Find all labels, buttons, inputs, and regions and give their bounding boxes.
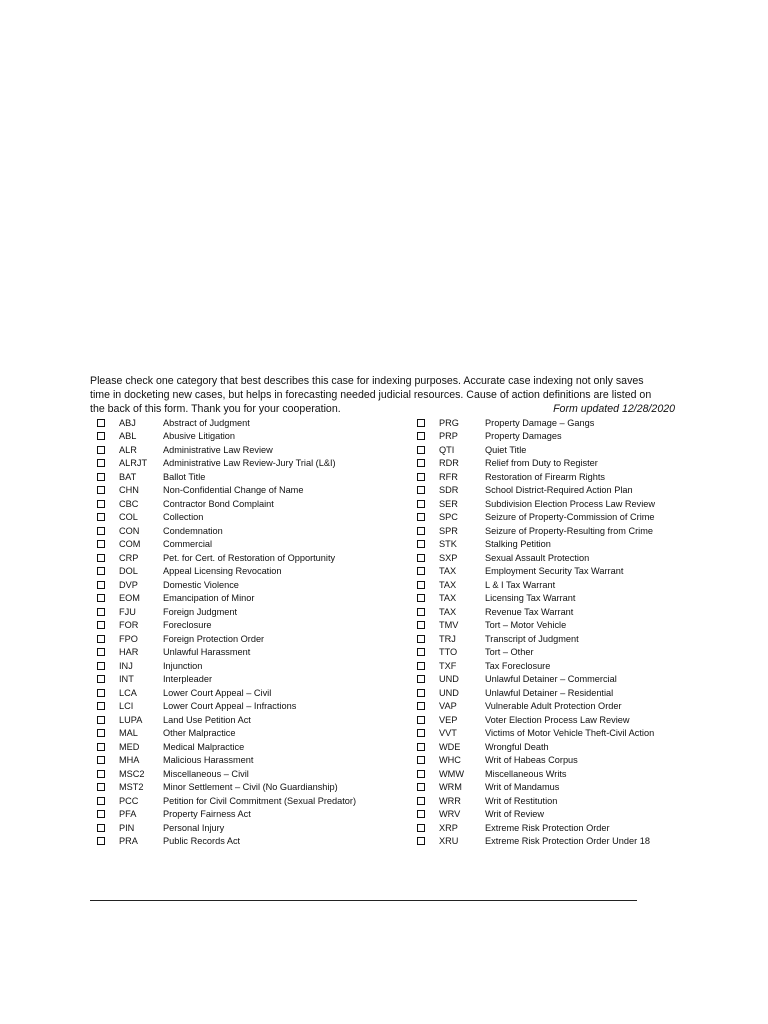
case-category-checkbox[interactable] [417,783,425,791]
case-category-row[interactable] [96,713,396,727]
case-category-row[interactable] [416,430,686,444]
case-category-description: Interpleader [163,674,213,685]
case-category-code: SXP [439,552,458,563]
case-category-code: UND [439,687,459,698]
case-category-code: ABL [119,431,137,442]
case-category-description: Tort – Other [485,647,534,658]
case-category-description: Abstract of Judgment [163,417,250,428]
case-category-description: Minor Settlement – Civil (No Guardianship) [163,782,338,793]
case-category-description: Writ of Restitution [485,795,558,806]
case-category-checkbox[interactable] [417,500,425,508]
case-category-description: Lower Court Appeal – Civil [163,687,272,698]
instructions-line-2: time in docketing new cases, but helps in forecasting needed judicial resources. Cause of action definitions are listed on [90,389,652,401]
instructions-line-3-row [90,402,675,416]
case-category-row[interactable] [416,592,686,606]
case-category-description: Administrative Law Review-Jury Trial (L&I) [163,458,336,469]
case-category-row[interactable] [96,700,396,714]
case-category-row[interactable] [416,524,686,538]
case-category-description: Unlawful Detainer – Commercial [485,674,617,685]
case-category-checkbox[interactable] [97,716,105,724]
case-category-checkbox[interactable] [97,594,105,602]
case-category-row[interactable] [96,659,396,673]
case-category-code: LUPA [119,714,143,725]
case-category-code: FPO [119,633,138,644]
case-category-code: ABJ [119,417,136,428]
case-category-code: CRP [119,552,139,563]
case-category-checkbox[interactable] [97,810,105,818]
case-category-row[interactable] [96,835,396,849]
case-category-checkbox[interactable] [417,662,425,670]
case-category-row[interactable] [416,443,686,457]
case-category-description: Seizure of Property-Commission of Crime [485,512,655,523]
case-category-row[interactable] [416,497,686,511]
case-category-row[interactable] [416,511,686,525]
case-category-checkbox[interactable] [97,797,105,805]
case-category-description: Transcript of Judgment [485,633,579,644]
case-category-row[interactable] [96,619,396,633]
case-category-checkbox[interactable] [417,729,425,737]
case-category-code: PFA [119,809,137,820]
case-category-code: WRR [439,795,461,806]
case-category-row[interactable] [96,740,396,754]
case-category-code: VVT [439,728,457,739]
case-category-checkbox[interactable] [97,486,105,494]
case-category-row[interactable] [96,727,396,741]
case-category-checkbox[interactable] [97,648,105,656]
case-category-row[interactable] [96,673,396,687]
case-category-description: Non-Confidential Change of Name [163,485,304,496]
case-category-code: HAR [119,647,139,658]
case-category-description: Collection [163,512,204,523]
case-category-checkbox[interactable] [417,702,425,710]
case-category-checkbox[interactable] [97,675,105,683]
case-category-checkbox[interactable] [417,540,425,548]
case-category-description: Emancipation of Minor [163,593,255,604]
case-category-checkbox[interactable] [417,419,425,427]
case-category-row[interactable] [416,713,686,727]
case-category-description: School District-Required Action Plan [485,485,633,496]
case-category-code: RDR [439,458,459,469]
form-updated-date: Form updated 12/28/2020 [553,403,675,415]
case-category-description: Property Damage – Gangs [485,417,595,428]
case-category-code: SER [439,498,458,509]
case-category-checkbox[interactable] [97,581,105,589]
case-category-code: UND [439,674,459,685]
case-category-description: Public Records Act [163,836,241,847]
case-category-checkbox[interactable] [97,783,105,791]
case-category-description: Quiet Title [485,444,527,455]
case-category-row[interactable] [96,808,396,822]
case-category-description: Voter Election Process Law Review [485,714,630,725]
case-category-description: Property Damages [485,431,562,442]
case-category-row[interactable] [96,551,396,565]
case-category-checkbox[interactable] [97,635,105,643]
case-category-code: FOR [119,620,139,631]
case-category-row[interactable] [96,794,396,808]
case-category-checkbox[interactable] [97,554,105,562]
case-category-code: COM [119,539,141,550]
case-category-description: Commercial [163,539,213,550]
case-category-description: Foreclosure [163,620,212,631]
case-category-code: TRJ [439,633,456,644]
case-category-description: Writ of Mandamus [485,782,560,793]
case-category-description: Foreign Judgment [163,606,238,617]
case-category-row[interactable] [96,767,396,781]
case-category-checkbox[interactable] [417,446,425,454]
case-category-code: QTI [439,444,455,455]
case-category-description: Foreign Protection Order [163,633,265,644]
case-category-checkbox[interactable] [417,824,425,832]
case-category-description: Tax Foreclosure [485,660,551,671]
case-category-description: Other Malpractice [163,728,236,739]
case-category-code: WMW [439,768,464,779]
case-category-code: INT [119,674,134,685]
case-category-code: SPR [439,525,458,536]
case-category-checkbox[interactable] [417,797,425,805]
case-category-checkbox[interactable] [417,554,425,562]
case-category-row[interactable] [416,835,686,849]
case-category-description: Employment Security Tax Warrant [485,566,624,577]
case-category-row[interactable] [96,443,396,457]
case-category-row[interactable] [96,470,396,484]
case-category-code: TAX [439,593,457,604]
case-category-checkbox[interactable] [97,473,105,481]
case-category-row[interactable] [416,578,686,592]
case-category-code: ALR [119,444,137,455]
case-category-checkbox[interactable] [97,756,105,764]
case-category-description: Property Fairness Act [163,809,251,820]
case-category-checkbox[interactable] [417,473,425,481]
case-category-code: MED [119,741,140,752]
case-category-row[interactable] [416,457,686,471]
case-category-checkbox[interactable] [97,729,105,737]
case-category-row[interactable] [416,794,686,808]
case-category-code: TTO [439,647,458,658]
case-category-row[interactable] [96,646,396,660]
case-category-row[interactable] [416,821,686,835]
case-category-code: PCC [119,795,139,806]
case-category-description: Unlawful Detainer – Residential [485,687,614,698]
case-category-row[interactable] [416,565,686,579]
case-category-code: DVP [119,579,138,590]
case-category-checkbox[interactable] [97,608,105,616]
case-category-description: Subdivision Election Process Law Review [485,498,656,509]
case-category-code: EOM [119,593,140,604]
case-category-description: Seizure of Property-Resulting from Crime [485,525,653,536]
case-category-row[interactable] [416,484,686,498]
case-category-code: WRM [439,782,462,793]
case-category-description: Land Use Petition Act [163,714,251,725]
case-category-description: Relief from Duty to Register [485,458,598,469]
case-category-description: Victims of Motor Vehicle Theft-Civil Action [485,728,655,739]
case-category-row[interactable] [96,457,396,471]
case-category-checkbox[interactable] [417,675,425,683]
case-category-code: SDR [439,485,459,496]
case-category-row[interactable] [96,484,396,498]
case-category-code: RFR [439,471,458,482]
case-category-checkbox[interactable] [417,432,425,440]
case-category-description: Injunction [163,660,203,671]
case-category-checkbox[interactable] [417,567,425,575]
case-category-code: PRG [439,417,459,428]
case-category-description: Personal Injury [163,822,225,833]
case-category-row[interactable] [96,538,396,552]
case-category-description: L & I Tax Warrant [485,579,556,590]
case-category-description: Miscellaneous Writs [485,768,567,779]
case-category-description: Revenue Tax Warrant [485,606,574,617]
case-category-row[interactable] [416,727,686,741]
case-category-checkbox[interactable] [417,648,425,656]
case-category-description: Administrative Law Review [163,444,273,455]
case-category-description: Vulnerable Adult Protection Order [485,701,622,712]
case-category-code: VAP [439,701,457,712]
case-category-row[interactable] [416,754,686,768]
case-category-code: WDE [439,741,461,752]
case-category-list-left [96,416,396,848]
case-category-checkbox[interactable] [97,662,105,670]
case-category-row[interactable] [416,740,686,754]
case-category-description: Miscellaneous – Civil [163,768,249,779]
case-category-description: Restoration of Firearm Rights [485,471,605,482]
case-category-checkbox[interactable] [417,743,425,751]
case-category-row[interactable] [416,470,686,484]
case-category-description: Ballot Title [163,471,206,482]
case-category-description: Lower Court Appeal – Infractions [163,701,297,712]
case-category-checkbox[interactable] [97,540,105,548]
case-category-description: Unlawful Harassment [163,647,251,658]
case-category-row[interactable] [416,416,686,430]
case-category-code: STK [439,539,457,550]
case-category-checkbox[interactable] [97,743,105,751]
case-category-code: MAL [119,728,138,739]
case-category-code: LCI [119,701,134,712]
case-category-checkbox[interactable] [417,689,425,697]
case-category-description: Wrongful Death [485,741,549,752]
case-category-checkbox[interactable] [97,446,105,454]
case-category-code: WRV [439,809,461,820]
case-category-description: Sexual Assault Protection [485,552,590,563]
case-category-checkbox[interactable] [417,621,425,629]
case-category-checkbox[interactable] [97,513,105,521]
case-category-description: Malicious Harassment [163,755,254,766]
case-category-code: TAX [439,606,457,617]
case-category-description: Writ of Review [485,809,545,820]
case-category-description: Contractor Bond Complaint [163,498,274,509]
case-category-checkbox[interactable] [97,621,105,629]
case-category-row[interactable] [96,511,396,525]
case-category-code: MHA [119,755,140,766]
case-category-checkbox[interactable] [97,837,105,845]
case-category-description: Domestic Violence [163,579,239,590]
case-category-code: INJ [119,660,133,671]
case-category-code: MST2 [119,782,144,793]
case-category-code: TMV [439,620,459,631]
case-category-description: Medical Malpractice [163,741,245,752]
case-category-code: COL [119,512,138,523]
signature-line [90,900,637,901]
case-category-code: DOL [119,566,138,577]
case-category-code: CON [119,525,140,536]
case-category-row[interactable] [416,808,686,822]
case-category-row[interactable] [416,632,686,646]
case-category-checkbox[interactable] [97,527,105,535]
case-category-row[interactable] [416,538,686,552]
case-category-row[interactable] [96,686,396,700]
case-category-row[interactable] [416,619,686,633]
case-category-description: Licensing Tax Warrant [485,593,576,604]
case-category-code: TXF [439,660,457,671]
case-category-row[interactable] [96,632,396,646]
case-category-checkbox[interactable] [97,824,105,832]
case-category-description: Petition for Civil Commitment (Sexual Predator) [163,795,357,806]
case-category-code: TAX [439,579,457,590]
case-category-description: Pet. for Cert. of Restoration of Opportunity [163,552,336,563]
case-category-code: LCA [119,687,137,698]
case-category-code: CHN [119,485,139,496]
case-category-code: XRP [439,822,458,833]
case-category-code: XRU [439,836,459,847]
case-category-row[interactable] [416,551,686,565]
case-category-checkbox[interactable] [417,716,425,724]
instructions-line-1: Please check one category that best describes this case for indexing purposes. Accurate case indexing not only saves [90,375,644,387]
case-category-row[interactable] [416,659,686,673]
case-category-description: Stalking Petition [485,539,551,550]
case-category-code: WHC [439,755,461,766]
case-category-row[interactable] [96,416,396,430]
case-category-checkbox[interactable] [417,459,425,467]
case-category-description: Appeal Licensing Revocation [163,566,282,577]
case-category-row[interactable] [96,592,396,606]
case-category-code: ALRJT [119,458,148,469]
instructions-line-3: the back of this form. Thank you for your cooperation. [90,403,341,415]
case-category-checkbox[interactable] [417,594,425,602]
case-category-row[interactable] [96,754,396,768]
case-category-description: Tort – Motor Vehicle [485,620,567,631]
case-category-checkbox[interactable] [417,635,425,643]
case-category-description: Extreme Risk Protection Order Under 18 [485,836,650,847]
case-category-checkbox[interactable] [417,527,425,535]
case-category-code: CBC [119,498,139,509]
case-category-row[interactable] [416,646,686,660]
case-category-row[interactable] [96,781,396,795]
case-category-checkbox[interactable] [417,581,425,589]
case-category-code: PIN [119,822,135,833]
case-category-checkbox[interactable] [97,770,105,778]
case-category-checkbox[interactable] [97,500,105,508]
case-category-code: BAT [119,471,137,482]
case-category-row[interactable] [96,821,396,835]
case-category-checkbox[interactable] [417,513,425,521]
case-category-description: Abusive Litigation [163,431,236,442]
case-category-row[interactable] [96,430,396,444]
case-category-checkbox[interactable] [417,756,425,764]
case-category-checkbox[interactable] [417,608,425,616]
case-category-row[interactable] [416,700,686,714]
case-category-code: TAX [439,566,457,577]
case-category-row[interactable] [416,767,686,781]
case-category-checkbox[interactable] [417,810,425,818]
case-category-checkbox[interactable] [97,432,105,440]
case-category-row[interactable] [416,605,686,619]
case-category-description: Condemnation [163,525,223,536]
case-category-row[interactable] [96,524,396,538]
case-category-row[interactable] [96,497,396,511]
case-category-checkbox[interactable] [97,689,105,697]
case-category-checkbox[interactable] [417,486,425,494]
case-category-row[interactable] [416,686,686,700]
instructions-paragraph [90,374,675,416]
case-category-code: SPC [439,512,458,523]
case-category-row[interactable] [416,673,686,687]
case-category-checkbox[interactable] [417,770,425,778]
case-category-code: FJU [119,606,136,617]
case-category-checkbox[interactable] [97,702,105,710]
case-category-description: Writ of Habeas Corpus [485,755,578,766]
case-category-checkbox[interactable] [417,837,425,845]
case-category-list-right [416,416,686,848]
case-category-code: PRA [119,836,138,847]
case-category-checkbox[interactable] [97,459,105,467]
case-category-row[interactable] [96,605,396,619]
case-category-description: Extreme Risk Protection Order [485,822,610,833]
case-category-code: VEP [439,714,458,725]
case-category-row[interactable] [416,781,686,795]
case-category-row[interactable] [96,578,396,592]
case-category-checkbox[interactable] [97,567,105,575]
case-category-code: MSC2 [119,768,145,779]
case-category-checkbox[interactable] [97,419,105,427]
case-category-code: PRP [439,431,458,442]
case-category-row[interactable] [96,565,396,579]
